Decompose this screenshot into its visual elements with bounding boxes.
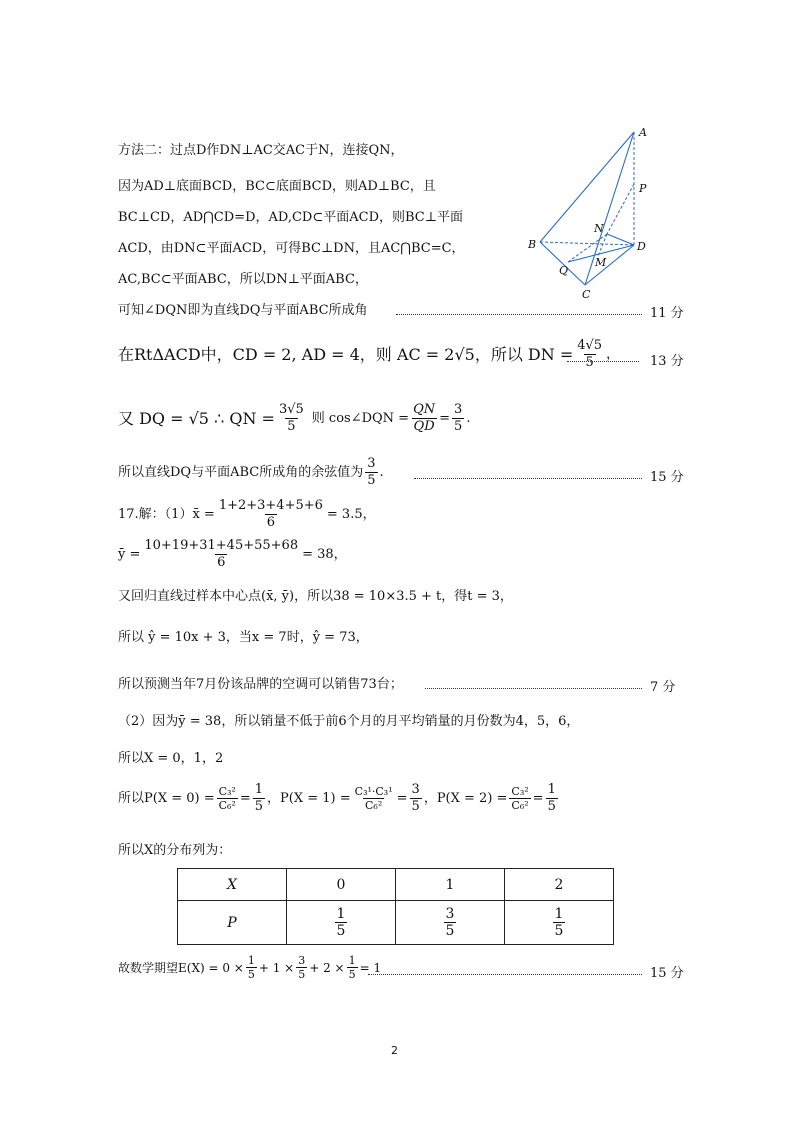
score-7: 7 分 bbox=[650, 680, 676, 695]
p2-fraction: $\frac{1}{5}$ bbox=[547, 782, 556, 814]
label-c: C bbox=[582, 288, 591, 301]
table-cell: P bbox=[178, 901, 287, 945]
q17-line-15: 所以X = 0，1，2 bbox=[118, 751, 224, 766]
calc-line-dn: 在RtΔACD中，CD = 2, AD = 4，则 AC = 2√5，所以 DN = $\frac{4√5}{5}$ ， bbox=[118, 338, 620, 370]
q17-line-13: 所以预测当年7月份该品牌的空调可以销售73台； bbox=[118, 677, 403, 692]
q17-probabilities: 所以P(X = 0) = $\frac{\text{C₃²}}{\text{C₆²}}$ = $\frac{1}{5}$ ，P(X = 1) = $\frac{\text{C₃¹·C₃¹}}{\text{C₆²}}$ = $\frac{3}{5}$ ，P(X = 2) = $\frac{\text{C₃²}}{\text{C₆²}}$ = $\frac{1}{5}$ bbox=[118, 782, 556, 814]
label-m: M bbox=[595, 256, 607, 269]
p1-fraction: $\frac{3}{5}$ bbox=[411, 782, 420, 814]
edge-nd bbox=[607, 234, 634, 245]
p0-comb-fraction: $\frac{\text{C₃²}}{\text{C₆²}}$ bbox=[218, 785, 236, 812]
score-15-final: 15 分 bbox=[650, 966, 684, 981]
table-row bbox=[178, 869, 614, 901]
method2-line-4: AC,BC⊂平面ABC，所以DN⊥平面ABC， bbox=[118, 272, 368, 287]
edge-ac bbox=[585, 132, 634, 285]
score-13: 13 分 bbox=[650, 354, 684, 369]
pyramid-figure bbox=[528, 122, 658, 304]
label-d: D bbox=[637, 240, 646, 253]
q17-line-17: 所以X的分布列为： bbox=[118, 843, 232, 858]
score-11: 11 分 bbox=[650, 306, 684, 321]
p0-fraction: $\frac{1}{5}$ bbox=[254, 782, 264, 814]
label-b: B bbox=[528, 238, 537, 251]
q17-line-14: （2）因为ȳ = 38，所以销量不低于前6个月的月平均销量的月份数为4，5，6， bbox=[118, 714, 580, 729]
table-cell: 2 bbox=[505, 869, 614, 901]
table-cell: $\frac{1}{5}$ bbox=[505, 901, 614, 945]
table-cell: 0 bbox=[287, 869, 396, 901]
label-a: A bbox=[639, 126, 647, 139]
method2-line-2: BC⊥CD，AD⋂CD=D，AD,CD⊂平面ACD，则BC⊥平面 bbox=[118, 210, 463, 225]
score-15: 15 分 bbox=[650, 470, 684, 485]
q17-ybar: ȳ = $\frac{10+19+31+45+55+68}{6}$ = 38， bbox=[118, 538, 347, 570]
ybar-fraction: $\frac{10+19+31+45+55+68}{6}$ bbox=[144, 538, 299, 570]
leader-dots bbox=[567, 361, 639, 362]
q17-line-12: 所以 ŷ = 10x + 3，当x = 7时，ŷ = 73， bbox=[118, 630, 369, 645]
leader-dots bbox=[368, 974, 642, 975]
dn-fraction: $\frac{4√5}{5}$ bbox=[577, 338, 603, 370]
calc-line-cos: 又 DQ = √5 ∴ QN = $\frac{3√5}{5}$ 则 cos∠DQN = $\frac{QN}{QD}$ = $\frac{3}{5}$ . bbox=[118, 402, 471, 434]
edge-ab bbox=[540, 132, 634, 242]
leader-dots bbox=[425, 688, 642, 689]
expectation-line: 故数学期望E(X) = 0 × $\frac{1}{5}$ + 1 × $\frac{3}{5}$ + 2 × $\frac{1}{5}$ = 1 bbox=[118, 954, 382, 981]
table-cell: $\frac{1}{5}$ bbox=[287, 901, 396, 945]
table-cell: 1 bbox=[396, 869, 505, 901]
method2-title: 方法二：过点D作DN⊥AC交AC于N，连接QN， bbox=[118, 143, 404, 158]
p1-comb-fraction: $\frac{\text{C₃¹·C₃¹}}{\text{C₆²}}$ bbox=[354, 785, 393, 812]
cos-value-fraction: $\frac{3}{5}$ bbox=[454, 402, 463, 434]
table-cell: $\frac{3}{5}$ bbox=[396, 901, 505, 945]
label-p: P bbox=[639, 182, 647, 195]
p2-comb-fraction: $\frac{\text{C₃²}}{\text{C₆²}}$ bbox=[511, 785, 529, 812]
calc-line-conclusion: 所以直线DQ与平面ABC所成角的余弦值为 $\frac{3}{5}$ . bbox=[118, 456, 384, 488]
leader-dots bbox=[396, 314, 642, 315]
method2-line-5: 可知∠DQN即为直线DQ与平面ABC所成角 bbox=[118, 303, 368, 318]
answer-fraction: $\frac{3}{5}$ bbox=[367, 456, 376, 488]
q17-line-11: 又回归直线过样本中心点(x̄, ȳ)，所以38 = 10×3.5 + t，得t = 3， bbox=[118, 589, 513, 604]
table-row bbox=[178, 901, 614, 945]
label-q: Q bbox=[559, 264, 569, 277]
method2-line-1: 因为AD⊥底面BCD，BC⊂底面BCD，则AD⊥BC，且 bbox=[118, 179, 436, 194]
method2-line-3: ACD，由DN⊂平面ACD，可得BC⊥DN，且AC⋂BC=C， bbox=[118, 241, 465, 256]
cos-fraction: $\frac{QN}{QD}$ bbox=[413, 402, 436, 434]
edge-bd bbox=[540, 242, 634, 245]
q17-xbar: 17.解：（1）x̄ = $\frac{1+2+3+4+5+6}{6}$ = 3.5， bbox=[118, 498, 376, 530]
label-n: N bbox=[594, 222, 604, 235]
page-number: 2 bbox=[391, 1044, 398, 1057]
leader-dots bbox=[414, 478, 642, 479]
table-cell: X bbox=[178, 869, 287, 901]
xbar-fraction: $\frac{1+2+3+4+5+6}{6}$ bbox=[218, 498, 323, 530]
edge-pn bbox=[607, 184, 634, 234]
qn-fraction: $\frac{3√5}{5}$ bbox=[278, 402, 304, 434]
distribution-table bbox=[177, 868, 614, 945]
